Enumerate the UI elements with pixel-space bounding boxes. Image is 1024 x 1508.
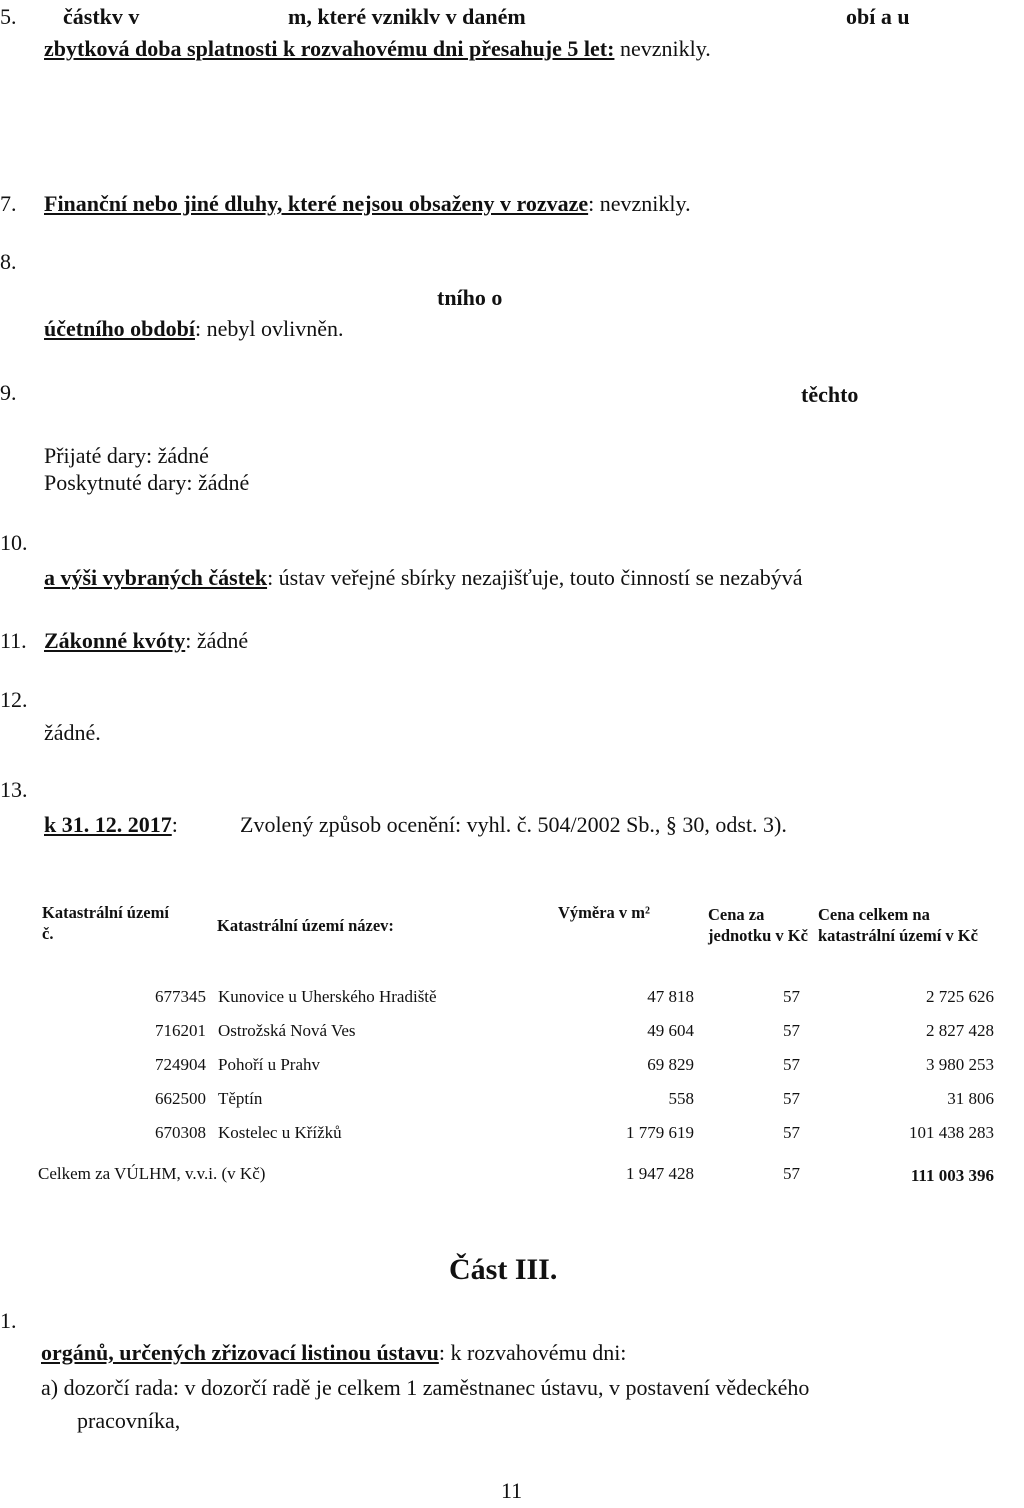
cell-unit-price: 57 bbox=[783, 987, 800, 1006]
part3-heading: Část III. bbox=[449, 1253, 558, 1286]
item11-rest-text: : žádné bbox=[185, 628, 249, 653]
item10-number: 10. bbox=[0, 530, 28, 555]
item13-colon: : bbox=[171, 812, 178, 837]
part3-item1-number: 1. bbox=[0, 1308, 17, 1333]
item11-underlined-text: Zákonné kvóty bbox=[44, 628, 186, 653]
valuation-method: Zvolený způsob ocenění: vyhl. č. 504/2002 Sb., § 30, odst. 3). bbox=[240, 812, 787, 837]
cell-unit-price: 57 bbox=[783, 1021, 800, 1040]
cell-area: 47 818 bbox=[647, 987, 694, 1006]
cell-cadastral-name: Kunovice u Uherského Hradiště bbox=[218, 987, 437, 1006]
cell-area: 49 604 bbox=[647, 1021, 694, 1040]
item13-date bbox=[44, 812, 178, 838]
total-price: 111 003 396 bbox=[910, 1166, 994, 1185]
item7-number: 7. bbox=[0, 191, 17, 216]
cell-cadastral-name: Ostrožská Nová Ves bbox=[218, 1021, 356, 1040]
item5-rest-text: nevznikly. bbox=[614, 36, 711, 61]
cell-cadastral-name: Pohoří u Prahv bbox=[218, 1055, 320, 1074]
item10-line bbox=[44, 565, 802, 591]
col-header-unit-price: Cena za jednotku v Kč bbox=[708, 905, 808, 945]
item8-underlined-text: účetního období bbox=[44, 316, 195, 341]
item11-line bbox=[44, 628, 248, 654]
cell-area: 69 829 bbox=[647, 1055, 694, 1074]
total-label: Celkem za VÚLHM, v.v.i. (v Kč) bbox=[38, 1164, 266, 1183]
cell-cadastral-id: 670308 bbox=[155, 1123, 206, 1142]
cell-total-price: 2 725 626 bbox=[926, 987, 994, 1006]
item13-number: 13. bbox=[0, 777, 28, 802]
cell-cadastral-id: 716201 bbox=[155, 1021, 206, 1040]
supervisory-board-line: pracovníka, bbox=[77, 1408, 181, 1433]
item5-line2 bbox=[44, 36, 711, 62]
gifts-given: Poskytnuté dary: žádné bbox=[44, 470, 250, 495]
item5-number: 5. bbox=[0, 4, 17, 29]
page-number: 11 bbox=[501, 1478, 523, 1503]
item9-number: 9. bbox=[0, 380, 17, 405]
total-unit-price: 57 bbox=[783, 1164, 800, 1183]
item7-underlined-text: Finanční nebo jiné dluhy, které nejsou obsaženy v rozvaze bbox=[44, 191, 589, 216]
cell-unit-price: 57 bbox=[783, 1055, 800, 1074]
cell-cadastral-id: 724904 bbox=[155, 1055, 206, 1074]
item8-rest-text: : nebyl ovlivněn. bbox=[195, 316, 344, 341]
item11-number: 11. bbox=[0, 628, 27, 653]
gifts-received: Přijaté dary: žádné bbox=[44, 443, 209, 468]
cell-total-price: 31 806 bbox=[947, 1089, 994, 1108]
cell-cadastral-id: 677345 bbox=[155, 987, 206, 1006]
cell-total-price: 101 438 283 bbox=[909, 1123, 994, 1142]
part3-rest-text: : k rozvahovému dni: bbox=[438, 1340, 627, 1365]
item8-fragment: tního o bbox=[437, 285, 503, 310]
item8-number: 8. bbox=[0, 249, 17, 274]
item9-fragment: těchto bbox=[801, 382, 859, 407]
col-header-area: Výměra v m² bbox=[558, 903, 650, 922]
col-header-id: Katastrální území č. bbox=[42, 903, 169, 943]
cell-cadastral-id: 662500 bbox=[155, 1089, 206, 1108]
total-area: 1 947 428 bbox=[626, 1164, 694, 1183]
cell-cadastral-name: Těptín bbox=[218, 1089, 263, 1108]
part3-underlined-text: orgánů, určených zřizovací listinou ústavu bbox=[41, 1340, 439, 1365]
col-header-name: Katastrální území název: bbox=[217, 916, 394, 935]
cell-area: 558 bbox=[668, 1089, 694, 1108]
item5-fragment: m, které vzniklv v daném bbox=[288, 4, 526, 29]
supervisory-board-line: a) dozorčí rada: v dozorčí radě je celkem 1 zaměstnanec ústavu, v postavení vědeckého bbox=[41, 1375, 810, 1400]
item7-rest-text: : nevznikly. bbox=[588, 191, 691, 216]
cell-area: 1 779 619 bbox=[626, 1123, 694, 1142]
part3-item1-line bbox=[41, 1340, 626, 1366]
item5-underlined-text: zbytková doba splatnosti k rozvahovému dni přesahuje 5 let: bbox=[44, 36, 615, 61]
item10-underlined-text: a výši vybraných částek bbox=[44, 565, 268, 590]
cell-unit-price: 57 bbox=[783, 1089, 800, 1108]
col-header-total: Cena celkem na katastrální území v Kč bbox=[818, 905, 978, 945]
item5-fragment: obí a u bbox=[846, 4, 910, 29]
item10-rest-text: : ústav veřejné sbírky nezajišťuje, touto činností se nezabývá bbox=[267, 565, 803, 590]
cell-total-price: 3 980 253 bbox=[926, 1055, 994, 1074]
item7-line bbox=[44, 191, 691, 217]
item8-line bbox=[44, 316, 343, 342]
item12-text: žádné. bbox=[44, 720, 101, 745]
cell-unit-price: 57 bbox=[783, 1123, 800, 1142]
item5-fragment: částkv v bbox=[63, 4, 140, 29]
item13-date-label: k 31. 12. 2017 bbox=[44, 812, 172, 837]
cell-cadastral-name: Kostelec u Křížků bbox=[218, 1123, 342, 1142]
cell-total-price: 2 827 428 bbox=[926, 1021, 994, 1040]
item12-number: 12. bbox=[0, 687, 28, 712]
